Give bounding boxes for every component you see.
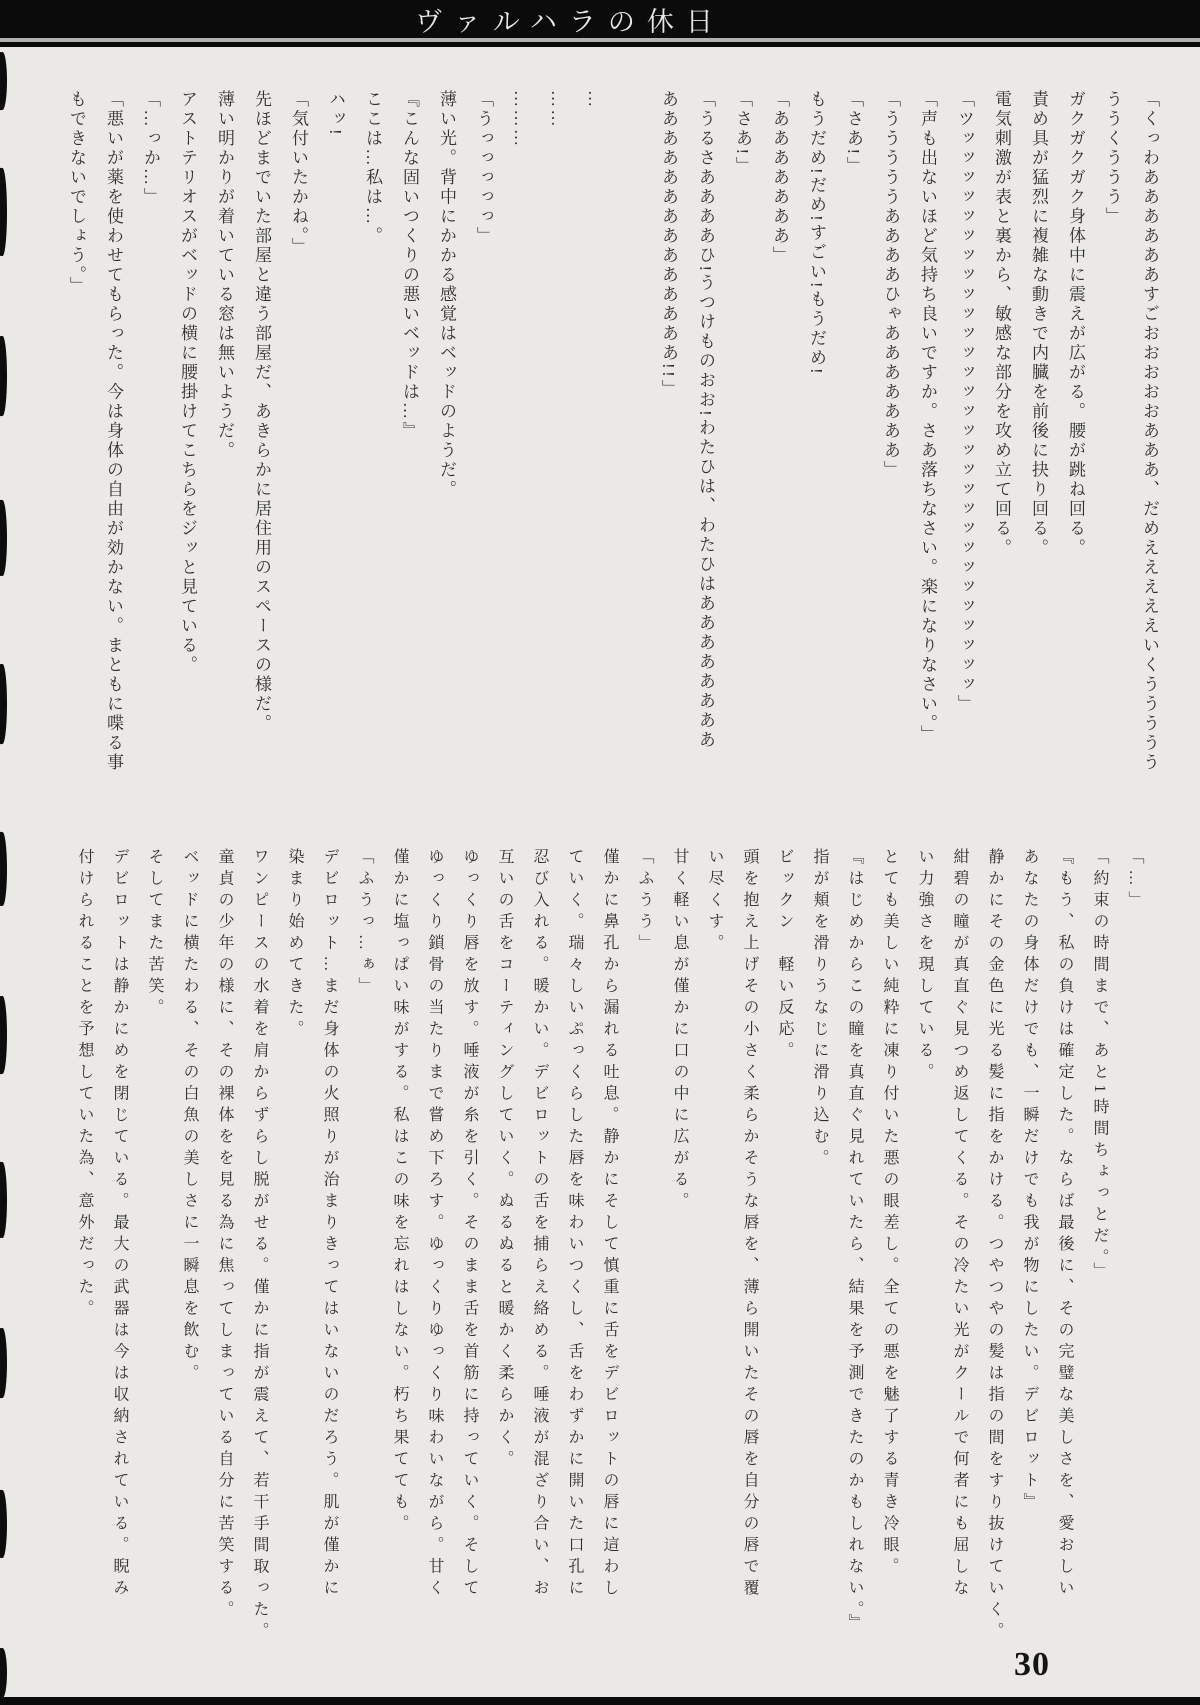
binding-mark [0, 832, 7, 906]
text-column: 「悪いが薬を使わせてもらった。今は身体の自由が効かない。まともに喋る事 [104, 90, 123, 773]
text-column: 甘く軽い息が僅かに口の中に広がる。 [671, 848, 688, 1214]
text-column: ゆっくり唇を放す。唾液が糸を引く。そのまま舌を首筋に持っていく。そして [461, 848, 478, 1601]
text-column: ここは…私は…。 [363, 90, 382, 246]
text-column: い尽くす。 [706, 848, 723, 956]
text-column: 「うるさああああひ!うつけものおお!わたひは、わたひはああああああああ [696, 90, 715, 750]
text-column: 薄い光。背中にかかる感覚はベッドのようだ。 [437, 90, 456, 500]
text-column: 「うううううああああひゃあああああああ」 [881, 90, 900, 480]
binding-mark [0, 1490, 7, 1559]
text-column: 「気付いたかね。」 [289, 90, 308, 257]
text-column: … [585, 90, 604, 110]
text-column: 『はじめからこの瞳を真直ぐ見れていたら、結果を予測できたのかもしれない。』 [846, 848, 863, 1636]
binding-mark [0, 52, 7, 111]
text-column: デビロットは静かにめを閉じている。最大の武器は今は収納されている。睨み [111, 848, 128, 1601]
text-column: そしてまた苦笑。 [146, 848, 163, 1020]
binding-mark [0, 1328, 7, 1398]
text-column [613, 90, 650, 804]
binding-mark [0, 336, 7, 416]
text-column: 責め具が猛烈に複雑な動きで内臓を前後に抉り回る。 [1029, 90, 1048, 558]
binding-mark [0, 168, 7, 256]
text-column: ううくううう」 [1103, 90, 1122, 227]
text-column: 薄い明かりが着いている窓は無いようだ。 [215, 90, 234, 461]
text-column: 童貞の少年の様に、その裸体をを見る為に焦ってしまっている自分に苦笑する。 [216, 848, 233, 1622]
text-column: ビックン 軽い反応。 [776, 848, 793, 1063]
text-column: あなたの身体だけでも、一瞬だけでも我が物にしたい。デビロット』 [1021, 848, 1038, 1515]
text-column: 「うっっっっっ」 [474, 90, 493, 246]
text-column: ああああああああああああああ!!」 [659, 90, 678, 399]
title-banner [0, 0, 1200, 38]
text-column: 「…っか…」 [141, 90, 160, 207]
text-column: ハッ! [326, 90, 345, 138]
binding-mark [0, 500, 7, 577]
text-column: 頭を抱え上げその小さく柔らかそうな唇を、薄ら開いたその唇を自分の唇で覆 [741, 848, 758, 1601]
text-column: 『もう、私の負けは確定した。ならば最後に、その完璧な美しさを、愛おしい [1056, 848, 1073, 1601]
text-column: い力強さを現している。 [916, 848, 933, 1085]
text-column: 紺碧の瞳が真直ぐ見つめ返してくる。その冷たい光がクールで何者にも屈しな [951, 848, 968, 1601]
text-column: 付けられることを予想していた為、意外だった。 [76, 848, 93, 1321]
text-column: 「さあ!」 [733, 90, 752, 177]
text-column: 電気刺激が表と裏から、敏感な部分を攻め立て回る。 [992, 90, 1011, 558]
text-column: 「約束の時間まで、あと1時間ちょっとだ。」 [1091, 848, 1108, 1284]
text-column: 「声も出ないほど気持ち良いですか。さあ落ちなさい。楽になりなさい。」 [918, 90, 937, 745]
text-column: ……… [511, 90, 530, 149]
text-column: ゆっくり鎖骨の当たりまで嘗め下ろす。ゆっくりゆっくり味わいながら。甘く [426, 848, 443, 1601]
text-column: 僅かに鼻孔から漏れる吐息。静かにそして慎重に舌をデビロットの唇に這わし [601, 848, 618, 1601]
text-column: 静かにその金色に光る髪に指をかける。つやつやの髪は指の間をすり抜けていく。 [986, 848, 1003, 1644]
binding-mark [0, 1648, 7, 1698]
text-column: 「ふうっ…ぁ」 [356, 848, 373, 999]
text-column: アストテリオスがベッドの横に腰掛けてこちらをジッと見ている。 [178, 90, 197, 675]
text-column: ベッドに横たわる、その白魚の美しさに一瞬息を飲む。 [181, 848, 198, 1386]
bottom-text-block [60, 848, 1152, 1704]
text-column: デビロット…まだ身体の火照りが治まりきってはいないのだろう。肌が僅かに [321, 848, 338, 1601]
text-column: 染まり始めてきた。 [286, 848, 303, 1042]
text-column: とても美しい純粋に凍り付いた悪の眼差し。全ての悪を魅了する青き冷眼。 [881, 848, 898, 1579]
text-column: …… [548, 90, 567, 129]
bottom-edge-bar [0, 1697, 1200, 1705]
text-column: 指が頬を滑りうなじに滑り込む。 [811, 848, 828, 1171]
text-column: ていく。瑞々しいぷっくらした唇を味わいつくし、舌をわずかに開いた口孔に [566, 848, 583, 1601]
text-column: 「ツッッッッッッッッッッッッッッッッッッッッッッッッッッッッッ」 [955, 90, 974, 714]
page-number: 30 [1014, 1646, 1050, 1683]
text-column: 忍び入れる。暖かい。デビロットの舌を捕らえ絡める。唾液が混ざり合い、お [531, 848, 548, 1601]
banner-edge-line [0, 42, 1200, 47]
text-column: 「さあ!」 [844, 90, 863, 177]
text-column: ワンピースの水着を肩からずらし脱がせる。僅かに指が震えて、若干手間取った。 [251, 848, 268, 1644]
text-column: 「くっわああああああすごおおおおおあああ、だめえええええいくううううう [1140, 90, 1159, 773]
text-column: もうだめ!だめ!すごい!もうだめ! [807, 90, 826, 377]
text-column: 「…」 [1126, 848, 1143, 913]
page-title: ヴァルハラの休日 [415, 6, 725, 37]
text-column: 先ほどまでいた部屋と違う部屋だ、あきらかに居住用のスペースの様だ。 [252, 90, 271, 734]
text-column: 僅かに塩っぱい味がする。私はこの味を忘れはしない。朽ち果てても。 [391, 848, 408, 1536]
binding-mark [0, 1162, 7, 1238]
binding-mark [0, 996, 7, 1075]
text-column: もできないでしょう。」 [67, 90, 86, 296]
text-column: 「あああああああ」 [770, 90, 789, 266]
text-column: 「ふうう」 [636, 848, 653, 956]
text-column: 『こんな固いつくりの悪いベッドは…』 [400, 90, 419, 441]
binding-mark [0, 664, 7, 744]
text-column: 互いの舌をコーティングしていく。ぬるぬると暖かく柔らかく。 [496, 848, 513, 1472]
text-column: ガクガクガク身体中に震えが広がる。腰が跳ね回る。 [1066, 90, 1085, 558]
top-text-block [50, 90, 1168, 804]
